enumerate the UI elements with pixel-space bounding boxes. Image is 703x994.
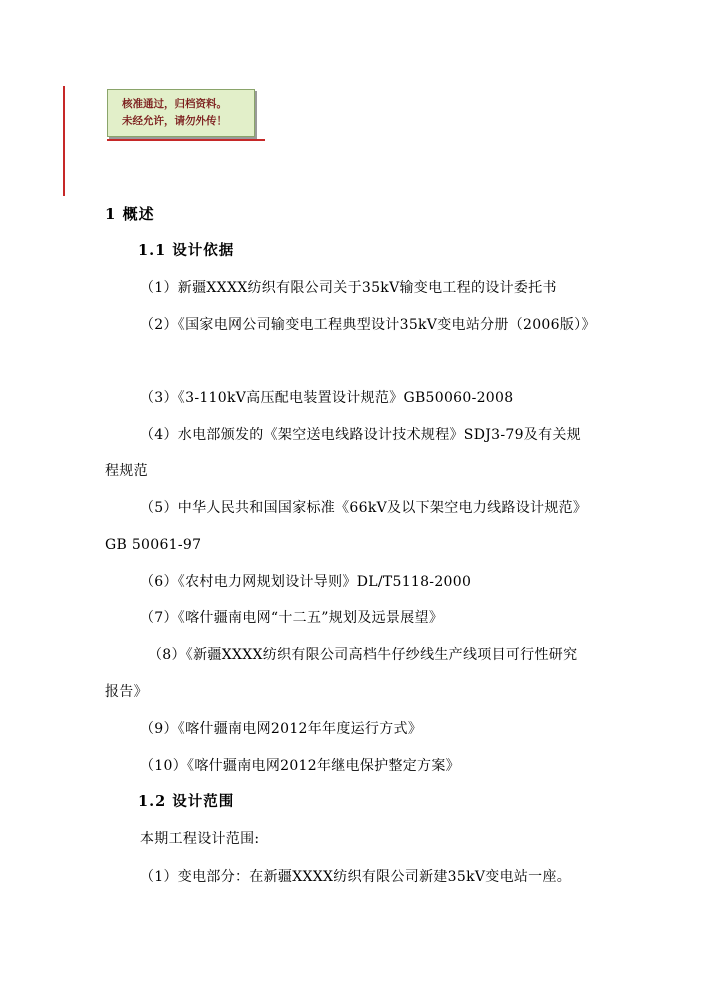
basis-item-8-cont: 报告》 xyxy=(105,684,148,700)
stamp-line-2: 未经允许，请勿外传！ xyxy=(122,115,227,127)
basis-item-9: （9）《喀什疆南电网2012年年度运行方式》 xyxy=(140,721,423,737)
basis-item-8: （8）《新疆XXXX纺织有限公司高档牛仔纱线生产线项目可行性研究 xyxy=(148,647,578,663)
basis-item-5-cont: GB 50061-97 xyxy=(105,537,202,553)
basis-item-6: （6）《农村电力网规划设计导则》DL/T5118-2000 xyxy=(140,574,472,590)
basis-item-2: （2）《国家电网公司输变电工程典型设计35kV变电站分册（2006版）》 xyxy=(140,317,596,333)
stamp-underline xyxy=(107,139,265,141)
subsection-heading-1-2: 1.2 设计范围 xyxy=(138,793,235,810)
scope-intro: 本期工程设计范围: xyxy=(140,831,260,847)
basis-item-10: （10）《喀什疆南电网2012年继电保护整定方案》 xyxy=(140,758,460,774)
approval-stamp xyxy=(107,89,255,137)
section-heading-1: 1 概述 xyxy=(105,205,155,223)
basis-item-5: （5）中华人民共和国国家标准《66kV及以下架空电力线路设计规范》 xyxy=(140,500,588,516)
scope-item-1: （1）变电部分：在新疆XXXX纺织有限公司新建35kV变电站一座。 xyxy=(140,869,572,885)
basis-item-3: （3）《3-110kV高压配电装置设计规范》GB50060-2008 xyxy=(140,390,514,406)
stamp-line-1: 核准通过，归档资料。 xyxy=(122,98,227,110)
basis-item-4: （4）水电部颁发的《架空送电线路设计技术规程》SDJ3-79及有关规 xyxy=(140,427,581,443)
basis-item-7: （7）《喀什疆南电网“十二五”规划及远景展望》 xyxy=(140,610,444,626)
basis-item-1: （1）新疆XXXX纺织有限公司关于35kV输变电工程的设计委托书 xyxy=(140,280,557,296)
margin-line xyxy=(63,86,65,196)
subsection-heading-1-1: 1.1 设计依据 xyxy=(138,242,235,259)
basis-item-4-cont: 程规范 xyxy=(105,463,148,479)
